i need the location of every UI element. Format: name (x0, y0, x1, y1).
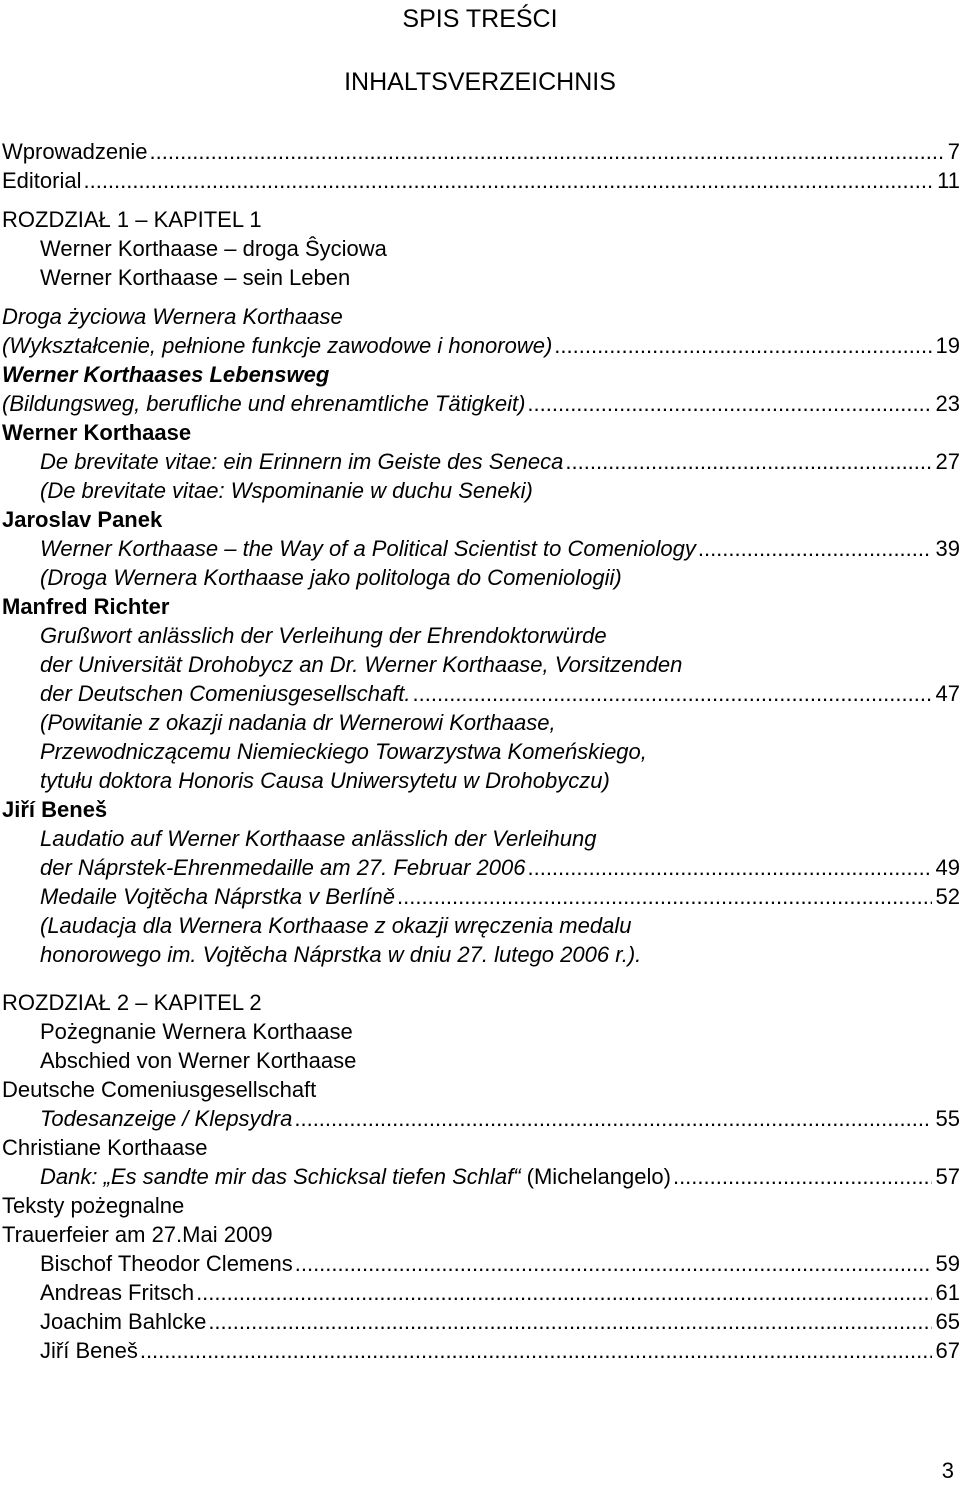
entry-translation-text: Przewodniczącemu Niemieckiego Towarzystwa Komeńskiego, (40, 739, 647, 764)
entry-title-text: Laudatio auf Werner Korthaase anlässlich der Verleihung (40, 826, 597, 851)
entry-detail-text: (Bildungsweg, berufliche und ehrenamtliche Tätigkeit) (2, 391, 526, 416)
chapter-2-heading (0, 988, 960, 1017)
toc-entry-translation (0, 766, 960, 795)
toc-entry-row[interactable] (0, 1278, 960, 1307)
entry-title-prefix: Dank: (40, 1164, 104, 1189)
toc-entry-title-line (0, 621, 960, 650)
toc-leader (397, 882, 931, 911)
toc-leader (527, 853, 931, 882)
toc-entry-label: Editorial (2, 168, 82, 193)
entry-title-text: Todesanzeige / Klepsydra (40, 1106, 293, 1131)
toc-entry-row[interactable] (0, 331, 960, 360)
entry-title-text: Grußwort anlässlich der Verleihung der Ehrendoktorwürde (40, 623, 607, 648)
speaker-name: Joachim Bahlcke (40, 1309, 207, 1334)
chapter-subtitle-text: Werner Korthaase – droga Ŝyciowa (40, 236, 387, 261)
toc-leader (208, 1307, 931, 1336)
toc-page-number: 11 (937, 168, 960, 193)
author-name: Werner Korthaase (2, 420, 192, 445)
toc-entry-translation (0, 476, 960, 505)
toc-entry-translation (0, 737, 960, 766)
toc-page-number: 27 (935, 449, 960, 474)
entry-title-text: Droga życiowa Wernera Korthaase (2, 304, 343, 329)
toc-page-number: 59 (935, 1251, 960, 1276)
chapter-1-subtitle-pl (0, 234, 960, 263)
chapter-2-subtitle-de (0, 1046, 960, 1075)
author-name: Jaroslav Panek (2, 507, 163, 532)
entry-translation-text: (Powitanie z okazji nadania dr Wernerowi Korthaase, (40, 710, 556, 735)
toc-entry-editorial[interactable] (0, 166, 960, 195)
toc-leader (554, 331, 931, 360)
speaker-name: Bischof Theodor Clemens (40, 1251, 293, 1276)
section-heading (0, 1220, 960, 1249)
toc-page-number: 19 (935, 333, 960, 358)
toc-entry-intro[interactable] (0, 137, 960, 166)
author-name: Manfred Richter (2, 594, 170, 619)
toc-entry-title-line (0, 650, 960, 679)
entry-title-text: der Náprstek-Ehrenmedaille am 27. Februar 2006 (40, 855, 526, 880)
entry-title-suffix: (Michelangelo) (520, 1164, 671, 1189)
toc-page-number: 7 (947, 139, 960, 164)
toc-page-number: 39 (935, 536, 960, 561)
toc-entry-row[interactable] (0, 389, 960, 418)
toc-leader (196, 1278, 931, 1307)
entry-title-text (40, 1162, 671, 1191)
chapter-2-subtitle-pl (0, 1017, 960, 1046)
toc-leader (527, 389, 931, 418)
toc-entry-row[interactable] (0, 1307, 960, 1336)
toc-entry-row[interactable] (0, 447, 960, 476)
chapter-heading-text: ROZDZIAŁ 2 – KAPITEL 2 (2, 990, 262, 1015)
toc-entry-author (0, 592, 960, 621)
toc-page-number: 49 (935, 855, 960, 880)
chapter-1-heading (0, 205, 960, 234)
toc-entry-row[interactable] (0, 882, 960, 911)
entry-translation-text: tytułu doktora Honoris Causa Uniwersytetu w Drohobyczu) (40, 768, 610, 793)
toc-entry-row[interactable] (0, 1104, 960, 1133)
author-name: Jiří Beneš (2, 797, 108, 822)
section-heading (0, 1191, 960, 1220)
toc-entry-title-line (0, 824, 960, 853)
toc-leader (673, 1162, 932, 1191)
toc-entry-row[interactable] (0, 853, 960, 882)
toc-entry-translation (0, 911, 960, 940)
entry-title-text: Werner Korthaases Lebensweg (2, 362, 330, 387)
chapter-heading-text: ROZDZIAŁ 1 – KAPITEL 1 (2, 207, 262, 232)
toc-page-number: 61 (935, 1280, 960, 1305)
toc-entry-title (0, 302, 960, 331)
table-of-contents (0, 137, 960, 1365)
toc-leader (565, 447, 931, 476)
entry-title-quote: „Es sandte mir das Schicksal tiefen Schlaf“ (103, 1164, 521, 1189)
speaker-name: Jiří Beneš (40, 1338, 138, 1363)
toc-leader (150, 137, 944, 166)
toc-entry-translation (0, 563, 960, 592)
toc-leader (413, 679, 932, 708)
entry-title-text: der Universität Drohobycz an Dr. Werner Korthaase, Vorsitzenden (40, 652, 683, 677)
author-name: Christiane Korthaase (2, 1135, 208, 1160)
page-number: 3 (941, 1458, 954, 1483)
toc-leader (295, 1249, 932, 1278)
toc-page-number: 52 (935, 884, 960, 909)
toc-entry-row[interactable] (0, 1336, 960, 1365)
title-german: INHALTSVERZEICHNIS (344, 68, 616, 96)
title-polish: SPIS TREŚCI (402, 5, 558, 33)
toc-entry-author (0, 418, 960, 447)
toc-page-number: 57 (935, 1164, 960, 1189)
toc-page-number: 65 (935, 1309, 960, 1334)
speaker-name: Andreas Fritsch (40, 1280, 195, 1305)
entry-detail-text: (Wykształcenie, pełnione funkcje zawodowe i honorowe) (2, 333, 553, 358)
toc-entry-row[interactable] (0, 1162, 960, 1191)
toc-entry-author (0, 505, 960, 534)
toc-entry-author (0, 1133, 960, 1162)
toc-page-number: 23 (935, 391, 960, 416)
toc-leader (698, 534, 932, 563)
entry-translation-text: honorowego im. Vojtěcha Náprstka w dniu 27. lutego 2006 r.). (40, 942, 642, 967)
entry-title-text: Werner Korthaase – the Way of a Political Scientist to Comeniology (40, 536, 696, 561)
chapter-subtitle-text: Pożegnanie Wernera Korthaase (40, 1019, 353, 1044)
toc-entry-row[interactable] (0, 534, 960, 563)
section-heading-text: Teksty pożegnalne (2, 1193, 185, 1218)
toc-leader (140, 1336, 932, 1365)
toc-entry-title (0, 360, 960, 389)
toc-entry-row[interactable] (0, 679, 960, 708)
chapter-subtitle-text: Abschied von Werner Korthaase (40, 1048, 357, 1073)
entry-translation-text: (Laudacja dla Wernera Korthaase z okazji wręczenia medalu (40, 913, 632, 938)
chapter-subtitle-text: Werner Korthaase – sein Leben (40, 265, 351, 290)
author-name: Deutsche Comeniusgesellschaft (2, 1077, 317, 1102)
entry-translation-text: (De brevitate vitae: Wspominanie w duchu Seneki) (40, 478, 533, 503)
toc-page-number: 67 (935, 1338, 960, 1363)
entry-title-text: der Deutschen Comeniusgesellschaft. (40, 681, 411, 706)
toc-leader (83, 166, 933, 195)
toc-entry-translation (0, 708, 960, 737)
toc-entry-author (0, 1075, 960, 1104)
toc-entry-row[interactable] (0, 1249, 960, 1278)
entry-title-text: Medaile Vojtěcha Náprstka v Berlíně (40, 884, 396, 909)
entry-translation-text: (Droga Wernera Korthaase jako politologa do Comeniologii) (40, 565, 622, 590)
entry-title-text: De brevitate vitae: ein Erinnern im Geiste des Seneca (40, 449, 564, 474)
toc-page-number: 47 (935, 681, 960, 706)
section-heading-text: Trauerfeier am 27.Mai 2009 (2, 1222, 273, 1247)
toc-entry-translation (0, 940, 960, 969)
toc-leader (294, 1104, 931, 1133)
chapter-1-subtitle-de (0, 263, 960, 292)
toc-entry-label: Wprowadzenie (2, 139, 148, 164)
toc-entry-author (0, 795, 960, 824)
toc-page-number: 55 (935, 1106, 960, 1131)
